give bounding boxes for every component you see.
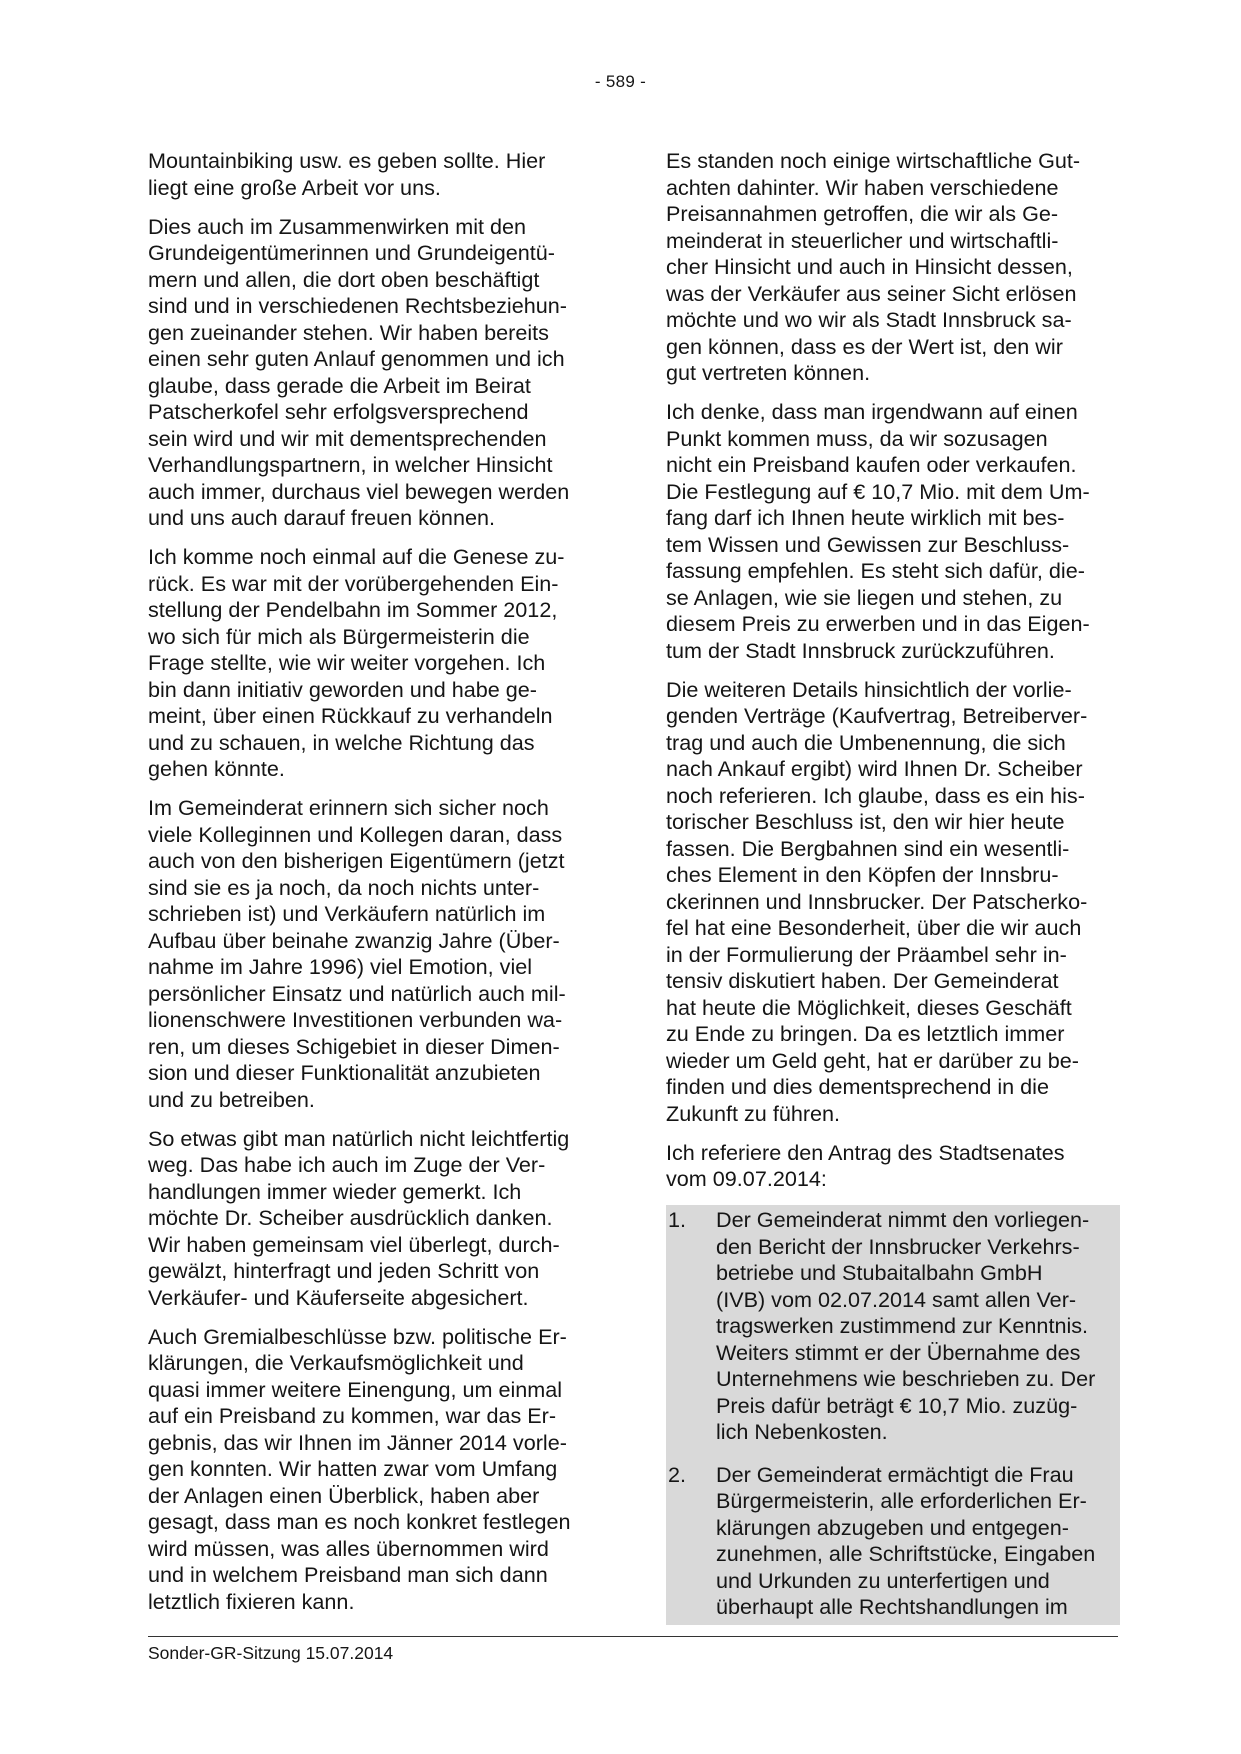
paragraph — [666, 1140, 1120, 1193]
text-line: tum der Stadt Innsbruck zurückzuführen. — [666, 637, 1055, 663]
text-line: auf ein Preisband zu kommen, war das Er- — [148, 1403, 557, 1428]
paragraph — [148, 1126, 610, 1312]
text-line: den Bericht der Innsbrucker Verkehrs- — [716, 1233, 1080, 1259]
paragraph — [148, 1324, 610, 1616]
text-line: fassung empfehlen. Es steht sich dafür, die- — [666, 558, 1085, 583]
text-line: fassen. Die Bergbahnen sind ein wesentli- — [666, 835, 1070, 861]
text-line: ckerinnen und Innsbrucker. Der Patscherko- — [666, 888, 1088, 914]
text-line: Im Gemeinderat erinnern sich sicher noch — [148, 795, 549, 820]
text-line: Dies auch im Zusammenwirken mit den — [148, 213, 527, 239]
text-line: Mountainbiking usw. es geben sollte. Hier — [148, 148, 546, 173]
text-line: Verhandlungspartnern, in welcher Hinsicht — [148, 452, 553, 477]
motion-number: 2. — [668, 1461, 687, 1487]
text-line: genden Verträge (Kaufvertrag, Betreiberver- — [666, 703, 1088, 728]
text-line: gen zueinander stehen. Wir haben bereits — [148, 319, 549, 345]
text-line: Auch Gremialbeschlüsse bzw. politische Er- — [148, 1323, 567, 1349]
text-line: mern und allen, die dort oben beschäftigt — [148, 266, 540, 292]
text-line: schrieben ist) und Verkäufern natürlich im — [148, 901, 546, 926]
text-line: möchte Dr. Scheiber ausdrücklich danken. — [148, 1205, 553, 1230]
text-line: möchte und wo wir als Stadt Innsbruck sa- — [666, 307, 1072, 332]
text-line: und uns auch darauf freuen können. — [148, 505, 495, 530]
text-line: nicht ein Preisband kaufen oder verkaufen. — [666, 452, 1077, 477]
text-line: quasi immer weitere Einengung, um einmal — [148, 1376, 563, 1402]
text-line: gewälzt, hinterfragt und jeden Schritt von — [148, 1258, 540, 1283]
text-line: sein wird und wir mit dementsprechenden — [148, 425, 547, 451]
paragraph — [666, 677, 1120, 1128]
text-line: was der Verkäufer aus seiner Sicht erlösen — [666, 280, 1077, 306]
text-line: wieder um Geld geht, hat er darüber zu be- — [666, 1047, 1079, 1073]
motion-item — [666, 1205, 1120, 1450]
text-line: Verkäufer- und Käuferseite abgesichert. — [148, 1284, 529, 1310]
footer-text: Sonder-GR-Sitzung 15.07.2014 — [148, 1643, 394, 1663]
text-line: und zu betreiben. — [148, 1086, 315, 1112]
text-line: tensiv diskutiert haben. Der Gemeinderat — [666, 968, 1059, 993]
text-line: auch immer, durchaus viel bewegen werden — [148, 478, 570, 504]
text-line: stellung der Pendelbahn im Sommer 2012, — [148, 597, 558, 622]
text-line: Es standen noch einige wirtschaftliche Gut- — [666, 148, 1081, 173]
text-line: und in welchem Preisband man sich dann — [148, 1562, 548, 1587]
text-line: überhaupt alle Rechtshandlungen im — [716, 1594, 1068, 1619]
text-line: nach Ankauf ergibt) wird Ihnen Dr. Scheiber — [666, 756, 1083, 781]
text-line: zu Ende zu bringen. Da es letztlich immer — [666, 1021, 1065, 1046]
text-line: auch von den bisherigen Eigentümern (jetzt — [148, 848, 565, 873]
text-line: Aufbau über beinahe zwanzig Jahre (Über- — [148, 927, 560, 953]
text-line: hat heute die Möglichkeit, dieses Geschäft — [666, 994, 1072, 1020]
text-line: Frage stellte, wie wir weiter vorgehen. Ich — [148, 650, 546, 675]
text-line: (IVB) vom 02.07.2014 samt allen Ver- — [716, 1286, 1077, 1312]
text-line: sion und dieser Funktionalität anzubieten — [148, 1060, 541, 1085]
text-line: Preisannahmen getroffen, die wir als Ge- — [666, 201, 1059, 226]
text-line: fang darf ich Ihnen heute wirklich mit bes- — [666, 505, 1065, 530]
text-line: lich Nebenkosten. — [716, 1419, 888, 1444]
text-line: tem Wissen und Gewissen zur Beschluss- — [666, 531, 1070, 557]
text-line: Unternehmens wie beschrieben zu. Der — [716, 1366, 1096, 1391]
text-line: Die weiteren Details hinsichtlich der vorlie- — [666, 676, 1072, 702]
text-line: Der Gemeinderat nimmt den vorliegen- — [716, 1207, 1090, 1232]
footer-divider — [148, 1636, 1118, 1637]
paragraph — [666, 148, 1120, 387]
text-line: ches Element in den Köpfen der Innsbru- — [666, 862, 1059, 887]
text-line: achten dahinter. Wir haben verschiedene — [666, 174, 1059, 200]
text-line: meint, über einen Rückkauf zu verhandeln — [148, 703, 553, 728]
text-line: So etwas gibt man natürlich nicht leichtfertig — [148, 1125, 570, 1151]
text-line: fel hat eine Besonderheit, über die wir auch — [666, 915, 1082, 940]
text-line: diesem Preis zu erwerben und in das Eigen- — [666, 611, 1090, 636]
text-line: weg. Das habe ich auch im Zuge der Ver- — [148, 1152, 546, 1177]
text-line: Ich denke, dass man irgendwann auf einen — [666, 399, 1078, 424]
text-line: und zu schauen, in welche Richtung das — [148, 729, 535, 755]
text-line: Patscherkofel sehr erfolgsversprechend — [148, 399, 529, 424]
text-line: gehen könnte. — [148, 756, 285, 781]
text-line: gebnis, das wir Ihnen im Jänner 2014 vorle- — [148, 1429, 567, 1455]
page-number: - 589 - — [594, 72, 647, 91]
text-line: Der Gemeinderat ermächtigt die Frau — [716, 1461, 1074, 1487]
text-line: ren, um dieses Schigebiet in dieser Dimen- — [148, 1033, 560, 1059]
text-line: Weiters stimmt er der Übernahme des — [716, 1339, 1081, 1365]
paragraph — [148, 544, 610, 783]
text-line: der Anlagen einen Überblick, haben aber — [148, 1482, 540, 1508]
left-column — [148, 148, 610, 1628]
text-line: gut vertreten können. — [666, 360, 871, 385]
motion-text — [716, 1207, 1095, 1446]
text-line: betriebe und Stubaitalbahn GmbH — [716, 1260, 1043, 1285]
text-line: liegt eine große Arbeit vor uns. — [148, 174, 441, 200]
text-line: finden und dies dementsprechend in die — [666, 1074, 1049, 1099]
text-line: und Urkunden zu unterfertigen und — [716, 1567, 1050, 1593]
text-line: einen sehr guten Anlauf genommen und ich — [148, 346, 565, 371]
text-line: Punkt kommen muss, da wir sozusagen — [666, 425, 1048, 451]
text-line: gen konnten. Wir hatten zwar vom Umfang — [148, 1456, 558, 1481]
text-line: lionenschwere Investitionen verbunden wa- — [148, 1007, 563, 1032]
text-line: rück. Es war mit der vorübergehenden Ein- — [148, 570, 559, 596]
text-line: Preis dafür beträgt € 10,7 Mio. zuzüg- — [716, 1392, 1078, 1418]
text-line: noch referieren. Ich glaube, dass es ein his- — [666, 782, 1085, 808]
text-line: zunehmen, alle Schriftstücke, Eingaben — [716, 1541, 1096, 1566]
text-line: Wir haben gemeinsam viel überlegt, durch- — [148, 1231, 560, 1257]
text-line: Bürgermeisterin, alle erforderlichen Er- — [716, 1488, 1087, 1513]
motion-item — [666, 1460, 1120, 1625]
text-line: Ich referiere den Antrag des Stadtsenates — [666, 1139, 1065, 1165]
text-line: Ich komme noch einmal auf die Genese zu- — [148, 544, 565, 569]
right-column — [666, 148, 1120, 1625]
paragraph — [148, 795, 610, 1113]
text-line: wo sich für mich als Bürgermeisterin die — [148, 623, 530, 649]
text-line: klärungen abzugeben und entgegen- — [716, 1514, 1069, 1540]
text-line: nahme im Jahre 1996) viel Emotion, viel — [148, 954, 533, 979]
text-line: trag und auch die Umbenennung, die sich — [666, 729, 1066, 755]
text-line: sind und in verschiedenen Rechtsbeziehun- — [148, 293, 567, 318]
text-line: vom 09.07.2014: — [666, 1166, 827, 1191]
text-line: meinderat in steuerlicher und wirtschaftli- — [666, 227, 1059, 253]
text-line: bin dann initiativ geworden und habe ge- — [148, 676, 537, 702]
text-line: Grundeigentümerinnen und Grundeigentü- — [148, 240, 555, 265]
text-line: sind sie es ja noch, da noch nichts unter- — [148, 874, 540, 900]
text-line: letztlich fixieren kann. — [148, 1588, 355, 1614]
text-line: glaube, dass gerade die Arbeit im Beirat — [148, 372, 531, 398]
text-line: gesagt, dass man es noch konkret festlegen — [148, 1509, 571, 1534]
text-line: viele Kolleginnen und Kollegen daran, dass — [148, 821, 563, 847]
paragraph — [666, 399, 1120, 664]
motion-number: 1. — [668, 1207, 687, 1232]
text-line: cher Hinsicht und auch in Hinsicht dessen, — [666, 254, 1073, 279]
motion-list — [666, 1205, 1120, 1625]
motion-text — [716, 1462, 1095, 1621]
text-line: Zukunft zu führen. — [666, 1100, 841, 1126]
text-line: Die Festlegung auf € 10,7 Mio. mit dem Um- — [666, 478, 1090, 504]
text-line: persönlicher Einsatz und natürlich auch mil- — [148, 980, 566, 1006]
text-line: wird müssen, was alles übernommen wird — [148, 1535, 549, 1561]
text-line: se Anlagen, wie sie liegen und stehen, zu — [666, 584, 1063, 610]
text-line: tragswerken zustimmend zur Kenntnis. — [716, 1313, 1089, 1338]
paragraph — [148, 214, 610, 532]
text-line: torischer Beschluss ist, den wir hier heute — [666, 809, 1065, 834]
text-line: klärungen, die Verkaufsmöglichkeit und — [148, 1350, 524, 1375]
paragraph — [148, 148, 610, 201]
text-line: gen können, dass es der Wert ist, den wir — [666, 333, 1063, 359]
text-line: in der Formulierung der Präambel sehr in- — [666, 941, 1067, 967]
text-line: handlungen immer wieder gemerkt. Ich — [148, 1178, 522, 1204]
